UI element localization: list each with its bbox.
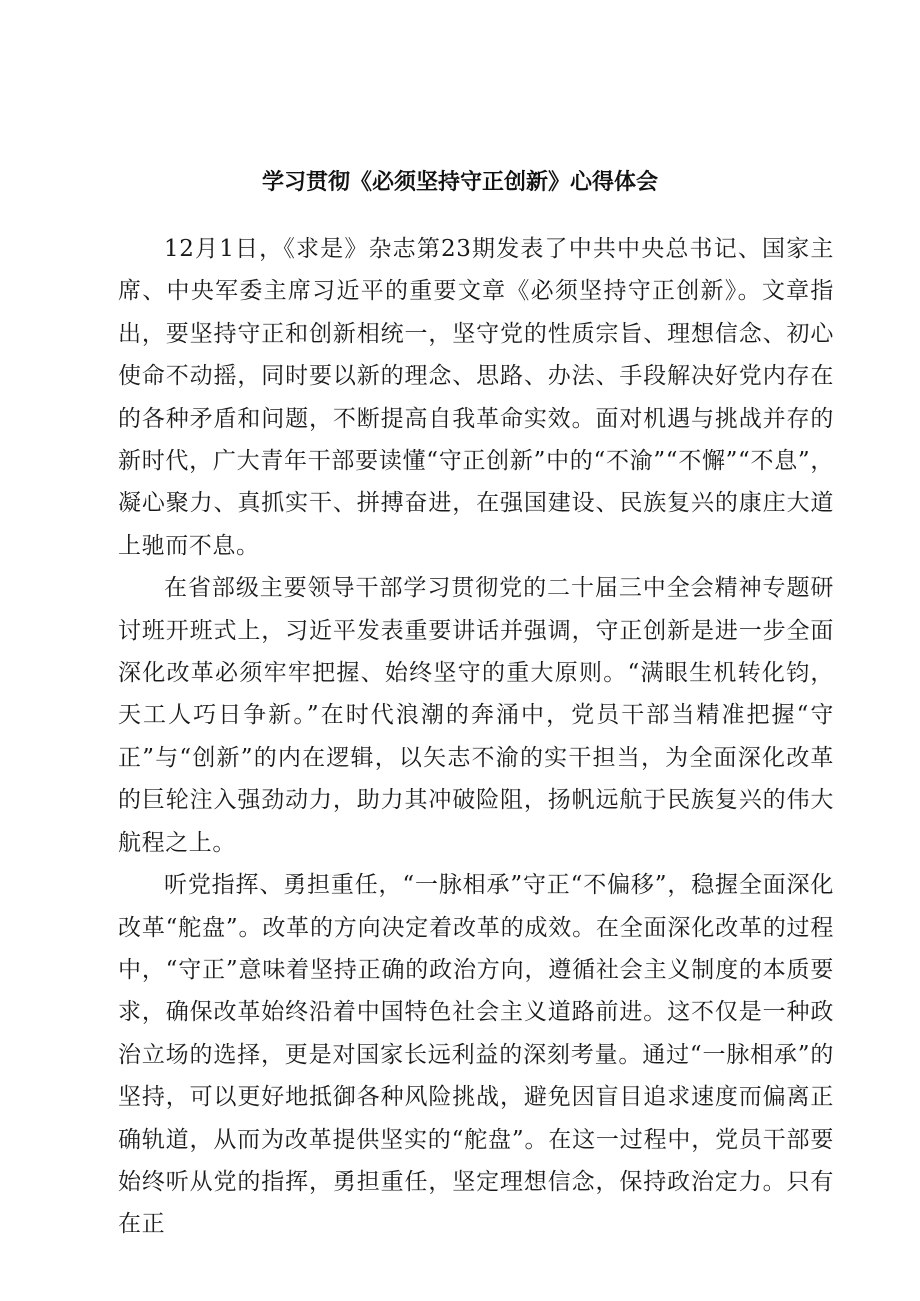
document-body bbox=[118, 228, 834, 1246]
paragraph-2: 在省部级主要领导干部学习贯彻党的二十届三中全会精神专题研讨班开班式上，习近平发表重要讲话并强调，守正创新是进一步全面深化改革必须牢牢把握、始终坚守的重大原则。“满眼生机转化钧，天工人巧日争新。”在时代浪潮的奔涌中，党员干部当精准把握“守正”与“创新”的内在逻辑，以矢志不渝的实干担当，为全面深化改革的巨轮注入强劲动力，助力其冲破险阻，扬帆远航于民族复兴的伟大航程之上。 bbox=[118, 575, 834, 856]
document-title: 学习贯彻《必须坚持守正创新》心得体会 bbox=[261, 170, 658, 195]
paragraph-1: 12月1日，《求是》杂志第23期发表了中共中央总书记、国家主席、中央军委主席习近平的重要文章《必须坚持守正创新》。文章指出，要坚持守正和创新相统一，坚守党的性质宗旨、理想信念、初心使命不动摇，同时要以新的理念、思路、办法、手段解决好党内存在的各种矛盾和问题，不断提高自我革命实效。面对机遇与挑战并存的新时代，广大青年干部要读懂“守正创新”中的“不渝”“不懈”“不息”，凝心聚力、真抓实干、拼搏奋进，在强国建设、民族复兴的康庄大道上驰而不息。 bbox=[118, 236, 834, 559]
paragraph-3: 听党指挥、勇担重任，“一脉相承”守正“不偏移”，稳握全面深化改革“舵盘”。改革的方向决定着改革的成效。在全面深化改革的过程中，“守正”意味着坚持正确的政治方向，遵循社会主义制度的本质要求，确保改革始终沿着中国特色社会主义道路前进。这不仅是一种政治立场的选择，更是对国家长远利益的深刻考量。通过“一脉相承”的坚持，可以更好地抵御各种风险挑战，避免因盲目追求速度而偏离正确轨道，从而为改革提供坚实的“舵盘”。在这一过程中，党员干部要始终听从党的指挥，勇担重任，坚定理想信念，保持政治定力。只有在正 bbox=[118, 872, 834, 1238]
